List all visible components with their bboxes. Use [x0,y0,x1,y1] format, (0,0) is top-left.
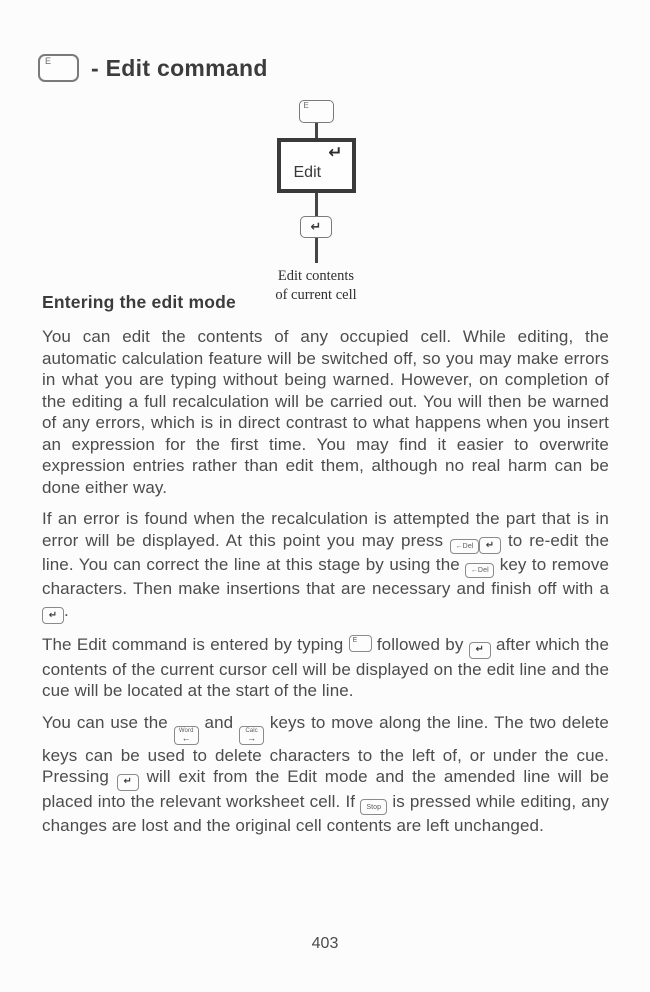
paragraph-text: keys to move along the line. The two delete keys can be used to delete characters to the left of, or under the cue. Pressing [42,712,609,786]
paragraph-text: If an error is found when the recalculation is attempted the part that is in error will be displayed. At this point you may press [42,509,609,550]
delete-key-icon: ←Del [465,563,494,578]
connector-line [315,193,318,216]
stop-key-icon: Stop [360,799,387,815]
word-left-key-icon: Word ← [174,726,199,745]
return-symbol: ↵ [328,143,343,162]
e-key-label: E [303,101,309,110]
e-key-icon [38,54,79,82]
paragraph-text: and [198,712,240,732]
paragraph-text: followed by [371,635,469,654]
caption-line-2: of current cell [275,286,357,303]
paragraph-text: is pressed while editing, any changes are lost and the original cell contents are left unchanged. [42,791,609,835]
page-number: 403 [311,935,339,952]
e-key-icon: E [349,635,372,652]
delete-key-icon: ←Del [450,539,479,554]
page-heading [38,54,268,82]
return-key-label: ↵ [310,219,322,234]
paragraph-text: will exit from the Edit mode and the amended line will be placed into the relevant worksheet cell. If [42,767,609,811]
paragraph-text: The Edit command is entered by typing [42,635,349,654]
e-key-label: E [45,56,52,66]
paragraph-text: You can edit the contents of any occupied cell. While editing, the automatic calculation feature will be switched off, so you may make errors in what you are typing without being warned. However, on completion of the editing a full recalculation will be carried out. You will then be warned of any errors, which is in direct contrast to what happens when you insert an expression for the first time. You may find it easier to overwrite expression entries rather than edit them, although no real harm can be done either way. [42,327,609,497]
paragraph-4 [42,712,609,837]
connector-line [315,123,318,138]
edit-box-label: Edit [293,164,322,181]
paragraph-text: key to remove characters. Then make insertions that are necessary and finish off with a [42,555,610,598]
return-key-icon: ↵ [469,642,491,659]
return-key-icon: ↵ [42,607,64,624]
paragraph-text: You can use the [42,712,174,732]
return-key-icon: ↵ [479,537,501,554]
paragraph-text: after which the contents of the current cursor cell will be displayed on the edit line and the cue will be located at the start of the line. [42,635,610,700]
paragraph-text: . [64,600,69,620]
paragraph-text: to re-edit the line. You can correct the line at this stage by using the [42,530,609,574]
body-content [42,292,609,847]
return-key-icon [300,216,332,238]
return-key-icon: ↵ [117,774,139,791]
section-heading: Entering the edit mode [42,292,236,312]
e-key-icon [299,100,334,123]
paragraph-2 [42,508,609,624]
calc-right-key-icon: Calc → [239,726,264,745]
paragraph-3 [42,634,609,702]
edit-command-box [277,138,356,193]
paragraph-1 [42,326,609,498]
connector-line [315,238,318,263]
page-title: - Edit command [91,54,268,81]
caption-line-1: Edit contents [277,268,355,284]
command-flow-diagram [0,100,641,304]
